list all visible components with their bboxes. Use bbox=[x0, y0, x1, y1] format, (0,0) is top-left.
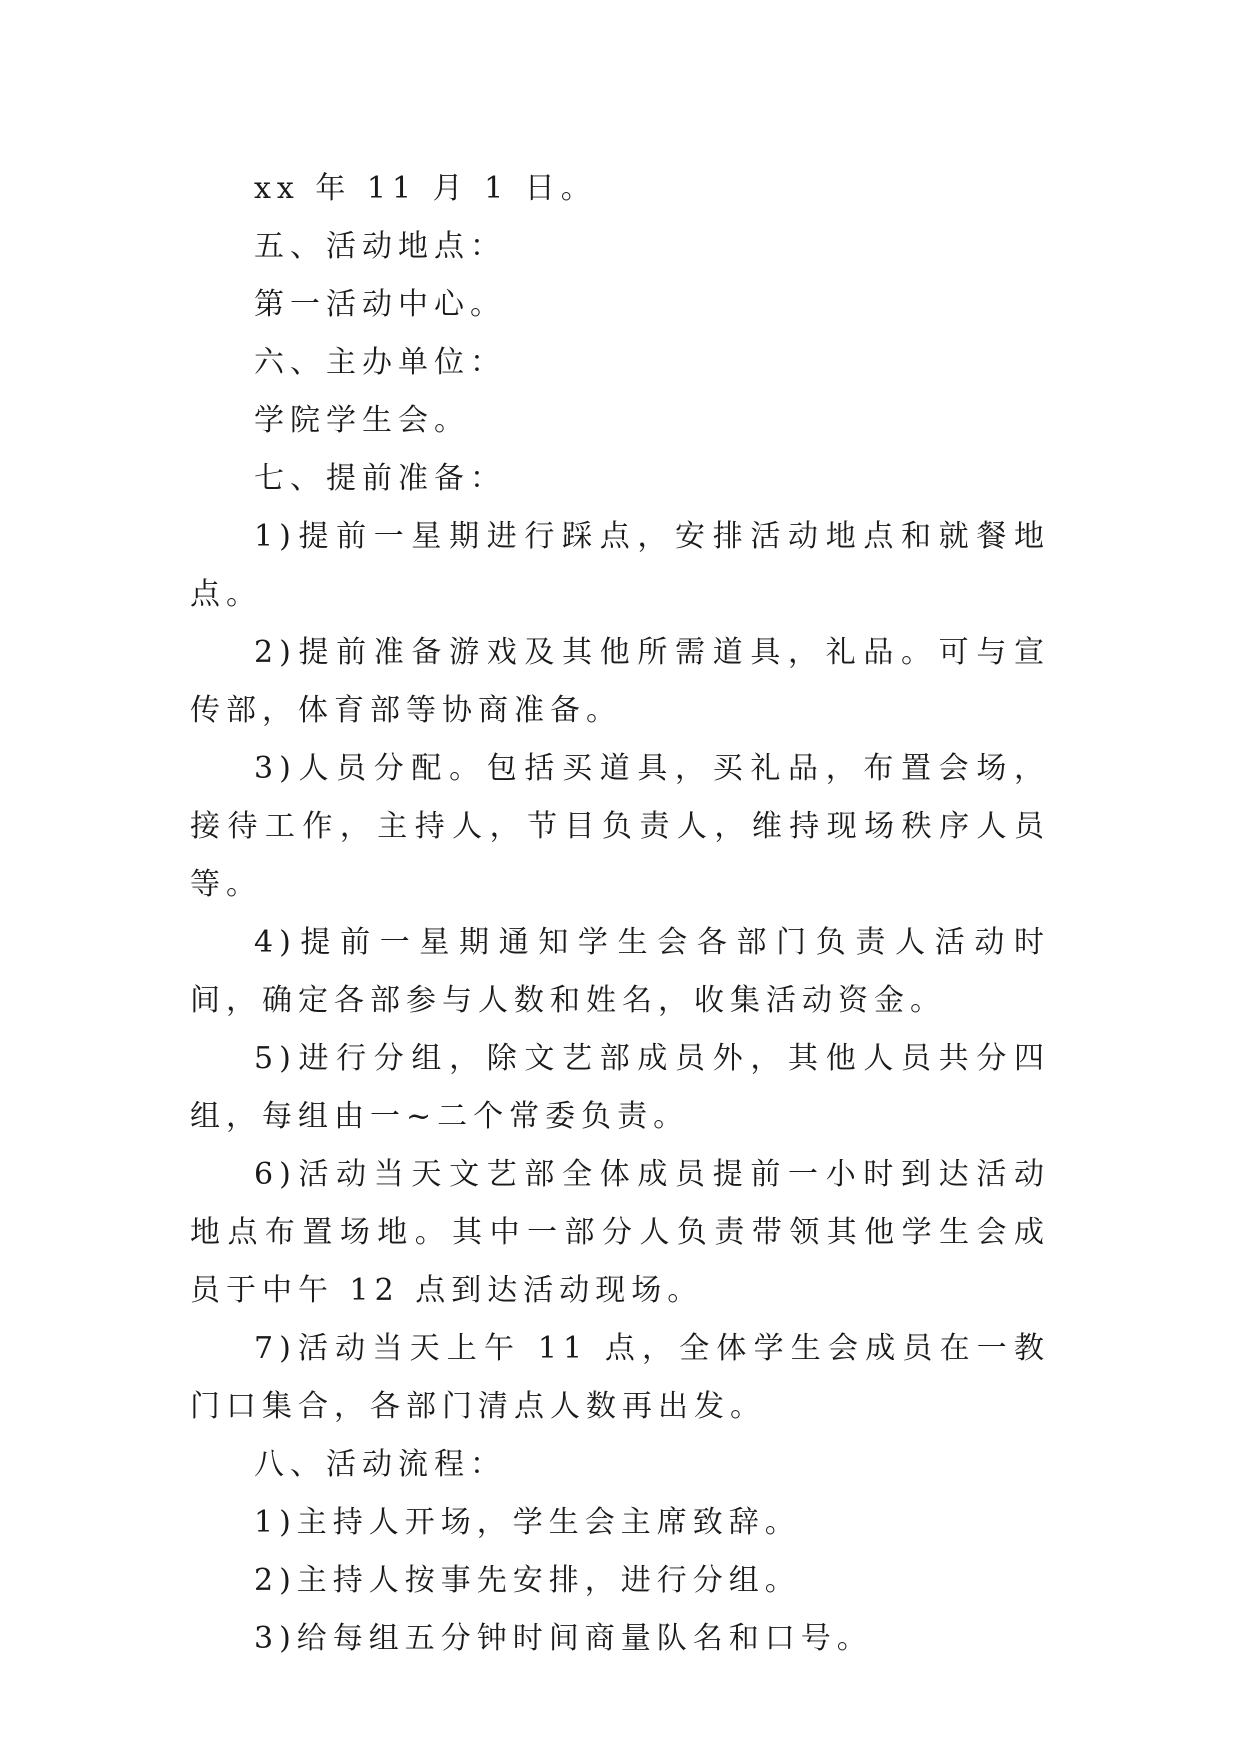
document-body bbox=[190, 160, 1050, 1668]
paragraph-date: xx 年 11 月 1 日。 bbox=[254, 171, 597, 206]
paragraph-prep-3: 3)人员分配。包括买道具，买礼品，布置会场，接待工作，主持人，节目负责人，维持现场秩序人员等。 bbox=[190, 751, 1050, 902]
paragraph-prep-2: 2)提前准备游戏及其他所需道具，礼品。可与宣传部，体育部等协商准备。 bbox=[190, 635, 1050, 728]
paragraph-flow-2: 2)主持人按事先安排，进行分组。 bbox=[254, 1563, 801, 1598]
heading-activity-location: 五、活动地点： bbox=[254, 229, 506, 264]
paragraph-prep-1: 1)提前一星期进行踩点，安排活动地点和就餐地点。 bbox=[190, 519, 1050, 612]
paragraph-organizer: 学院学生会。 bbox=[254, 403, 470, 438]
paragraph-flow-1: 1)主持人开场，学生会主席致辞。 bbox=[254, 1505, 801, 1540]
heading-activity-flow: 八、活动流程： bbox=[254, 1447, 506, 1482]
paragraph-location: 第一活动中心。 bbox=[254, 287, 506, 322]
heading-organizer: 六、主办单位： bbox=[254, 345, 506, 380]
paragraph-prep-5: 5)进行分组，除文艺部成员外，其他人员共分四组，每组由一~二个常委负责。 bbox=[190, 1041, 1050, 1134]
heading-preparation: 七、提前准备： bbox=[254, 461, 506, 496]
paragraph-flow-3: 3)给每组五分钟时间商量队名和口号。 bbox=[254, 1621, 873, 1656]
paragraph-prep-7: 7)活动当天上午 11 点，全体学生会成员在一教门口集合，各部门清点人数再出发。 bbox=[190, 1331, 1050, 1424]
paragraph-prep-4: 4)提前一星期通知学生会各部门负责人活动时间，确定各部参与人数和姓名，收集活动资金。 bbox=[190, 925, 1050, 1018]
paragraph-prep-6: 6)活动当天文艺部全体成员提前一小时到达活动地点布置场地。其中一部分人负责带领其他学生会成员于中午 12 点到达活动现场。 bbox=[190, 1157, 1050, 1308]
